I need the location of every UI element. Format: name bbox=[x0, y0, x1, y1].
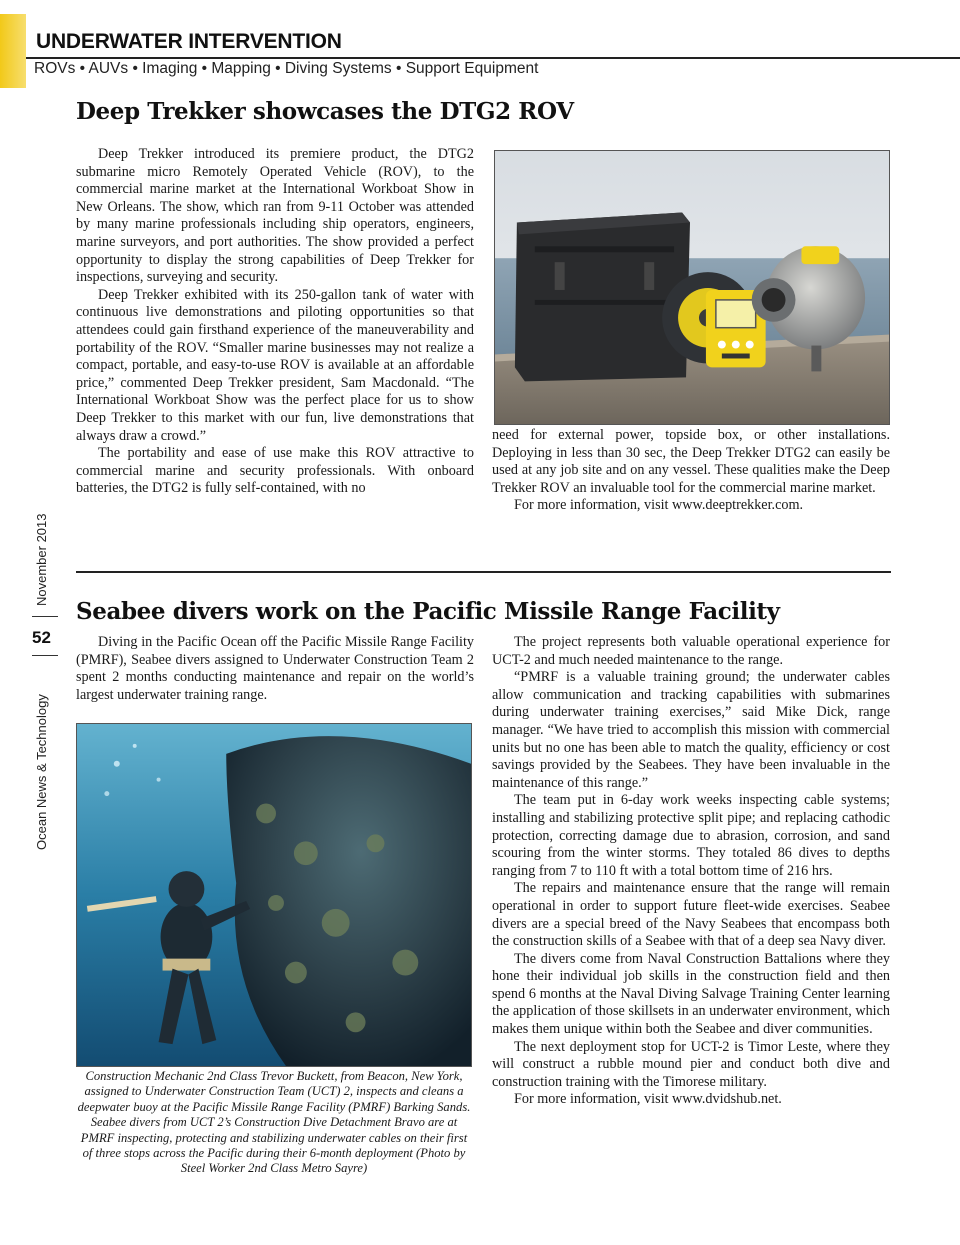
section-color-tab bbox=[0, 14, 26, 88]
article-divider bbox=[76, 571, 891, 573]
issue-date: November 2013 bbox=[34, 513, 49, 606]
article-body-right bbox=[492, 427, 890, 515]
margin-rule-bottom bbox=[32, 655, 58, 656]
section-subtitle: ROVs • AUVs • Imaging • Mapping • Diving Systems • Support Equipment bbox=[34, 60, 539, 77]
article-body-right bbox=[492, 634, 890, 1109]
paragraph: The divers come from Naval Construction Battalions where they hone their individual job skills in the construction field and then spend 6 months at the Naval Diving Salvage Training Center learning the application of those skillsets in an underwater environment, which makes them unique within both the Seabee and diver communities. bbox=[492, 950, 890, 1038]
paragraph: The project represents both valuable operational experience for UCT-2 and much needed maintenance to the range. bbox=[492, 634, 890, 668]
paragraph: The team put in 6-day work weeks inspecting cable systems; installing and stabilizing protective split pipe; and replacing cathodic protection, correcting damage due to abrasion, corrosion, and sand scouring from the winter storms. They totaled 86 dives to depths ranging from 7 to 110 ft with a total bottom time of 216 hrs. bbox=[492, 792, 890, 879]
section-title: UNDERWATER INTERVENTION bbox=[36, 30, 342, 53]
photo-caption: Construction Mechanic 2nd Class Trevor Buckett, from Beacon, New York, assigned to Underwater Construction Team (UCT) 2, inspects and cleans a deepwater buoy at the Pacific Missile Range Facility (PMRF) Barking Sands. Seabee divers from UCT 2’s Construction Dive Detachment Bravo are at PMRF inspecting, protecting and stabilizing underwater cables on their first of three stops across the Pacific during their 6-month deployment (Photo by Steel Worker 2nd Class Metro Sayre) bbox=[77, 1069, 471, 1176]
paragraph: For more information, visit www.dvidshub.net. bbox=[514, 1091, 782, 1108]
paragraph: The repairs and maintenance ensure that the range will remain operational in order to support future fleet-wide exercises. Seabee divers are a special breed of the Navy Seabees that encompass both the construction skills of a Seabee with that of a deep sea Navy diver. bbox=[492, 880, 890, 950]
margin-rule-top bbox=[32, 616, 58, 617]
paragraph: need for external power, topside box, or other installations. Deploying in less than 30 sec, the Deep Trekker DTG2 can easily be used at any job site and on any vessel. These qualities make the Deep Trekker ROV an invaluable tool for the commercial marine market. bbox=[492, 427, 890, 496]
article-intro bbox=[76, 634, 474, 704]
paragraph: Deep Trekker introduced its premiere product, the DTG2 submarine micro Remotely Operated Vehicle (ROV), to the commercial marine market at the International Workboat Show in New Orleans. The show, which ran from 9-11 October was attended by many marine professionals including ship operators, engineers, marine surveyors, and port authorities. The show provided a perfect opportunity to display the strong capabilities of Deep Trekker for inspections, surveying and security. bbox=[76, 146, 474, 286]
header-rule bbox=[26, 57, 960, 59]
diver-photo bbox=[76, 723, 472, 1067]
paragraph: “PMRF is a valuable training ground; the underwater cables allow communication and tracking capabilities with submarines during underwater training exercises,” said Mike Dick, range manager. “We have tried to accomplish this mission with commercial units but no one has been able to match the quality, efficiency or cost savings provided by the Seabees. They have been invaluable in the maintenance of this range.” bbox=[492, 669, 890, 791]
publication-name: Ocean News & Technology bbox=[34, 694, 49, 850]
rov-photo bbox=[494, 150, 890, 425]
article-headline: Seabee divers work on the Pacific Missile Range Facility bbox=[76, 598, 780, 625]
paragraph: The next deployment stop for UCT-2 is Timor Leste, where they will construct a rubble mound pier and conduct both dive and construction training with the Timorese military. bbox=[492, 1038, 890, 1090]
paragraph: Diving in the Pacific Ocean off the Pacific Missile Range Facility (PMRF), Seabee divers assigned to Underwater Construction Team 2 spent 2 months conducting maintenance and repair on the world’s largest underwater training range. bbox=[76, 634, 474, 703]
paragraph: Deep Trekker exhibited with its 250-gallon tank of water with continuous live demonstrations and piloting opportunities so that attendees could gain firsthand experience of the maneuverability and portability of the ROV. “Smaller marine businesses may not realize a compact, portable, and easy-to-use ROV is available at an affordable price,” commented Deep Trekker president, Sam Macdonald. “The International Workboat Show was the perfect place for us to show Deep Trekker to this market with our fun, live demonstrations that always draw a crowd.” bbox=[76, 286, 474, 444]
page-number: 52 bbox=[32, 628, 51, 647]
paragraph: For more information, visit www.deeptrekker.com. bbox=[514, 497, 804, 514]
article-headline: Deep Trekker showcases the DTG2 ROV bbox=[76, 98, 574, 125]
paragraph: The portability and ease of use make this ROV attractive to commercial marine and security professionals. With onboard batteries, the DTG2 is fully self-contained, with no bbox=[76, 445, 474, 497]
article-body-left bbox=[76, 146, 474, 534]
